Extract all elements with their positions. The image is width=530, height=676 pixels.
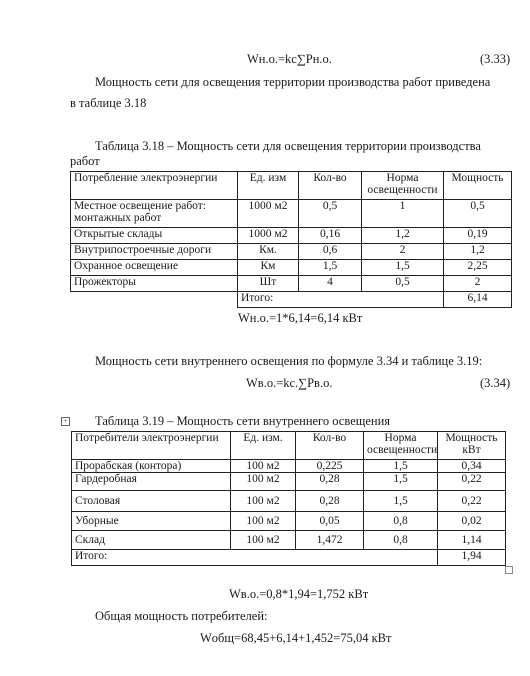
table-cell: 0,22 xyxy=(438,491,506,512)
empty-cell xyxy=(71,292,238,308)
total-label: Итого: xyxy=(238,292,444,308)
table-cell: 2 xyxy=(362,244,444,260)
paragraph-table-3-19-intro: Мощность сети внутреннего освещения по формуле 3.34 и таблице 3.19: xyxy=(95,354,483,368)
table-row xyxy=(71,200,512,228)
table-cell: 0,34 xyxy=(438,460,506,473)
table-cell: 4 xyxy=(299,276,362,292)
formula-3-33: Wн.о.=kс∑Рн.о. xyxy=(247,52,332,66)
table-cell: 1,5 xyxy=(362,260,444,276)
table-cell: 100 м2 xyxy=(231,512,296,531)
table-cell: 100 м2 xyxy=(231,473,296,491)
table-cell: 0,28 xyxy=(296,473,364,491)
table-cell: 0,16 xyxy=(299,228,362,244)
table-cell: 2,25 xyxy=(444,260,512,276)
formula-3-34-number: (3.34) xyxy=(480,376,511,390)
table-cell: 0,22 xyxy=(438,473,506,491)
table-row xyxy=(72,531,506,550)
table-total-row xyxy=(71,292,512,308)
table-cell: 1,5 xyxy=(364,491,438,512)
table-cell: 1,5 xyxy=(299,260,362,276)
table-cell: Столовая xyxy=(72,491,231,512)
table-cell: 100 м2 xyxy=(231,491,296,512)
table-cell: 1,2 xyxy=(444,244,512,260)
table-cell: Км xyxy=(238,260,299,276)
table-cell: 0,8 xyxy=(364,531,438,550)
table-cell: 0,225 xyxy=(296,460,364,473)
table-3-18-caption-line1: Таблица 3.18 – Мощность сети для освещения территории производства xyxy=(95,139,481,153)
formula-3-33-number: (3.33) xyxy=(480,52,511,66)
header-cell: Кол-во xyxy=(299,172,362,200)
table-cell: 0,28 xyxy=(296,491,364,512)
table-cell: 0,5 xyxy=(299,200,362,228)
table-cell: 1,14 xyxy=(438,531,506,550)
table-total-row xyxy=(72,550,506,566)
table-cell: 1 xyxy=(362,200,444,228)
table-cell: Уборные xyxy=(72,512,231,531)
table-cell: 0,5 xyxy=(362,276,444,292)
table-header-row xyxy=(72,432,506,460)
table-cell: 1,2 xyxy=(362,228,444,244)
header-cell: Ед. изм xyxy=(238,172,299,200)
table-cell: 100 м2 xyxy=(231,460,296,473)
table-resize-handle[interactable] xyxy=(505,566,513,574)
table-cell: Местное освещение работ: монтажных работ xyxy=(71,200,238,228)
table-cell: 1,472 xyxy=(296,531,364,550)
table-row xyxy=(72,473,506,491)
total-value: 1,94 xyxy=(438,550,506,566)
header-cell: Потребители электроэнергии xyxy=(72,432,231,460)
table-cell: Гардеробная xyxy=(72,473,231,491)
table-cell: 1,5 xyxy=(364,473,438,491)
table-row xyxy=(71,276,512,292)
formula-total-power: Wобщ=68,45+6,14+1,452=75,04 кВт xyxy=(200,631,392,645)
paragraph-total-power: Общая мощность потребителей: xyxy=(95,609,268,623)
header-cell: Мощность кВт xyxy=(438,432,506,460)
table-row xyxy=(71,260,512,276)
table-cell: Км. xyxy=(238,244,299,260)
total-label: Итого: xyxy=(72,550,438,566)
table-row xyxy=(71,244,512,260)
table-cell: 1000 м2 xyxy=(238,200,299,228)
table-cell: Охранное освещение xyxy=(71,260,238,276)
header-cell: Норма освещенности xyxy=(362,172,444,200)
formula-3-34: Wв.о.=kс.∑Рв.о. xyxy=(246,376,333,390)
table-3-18 xyxy=(70,171,512,308)
table-row xyxy=(72,460,506,473)
table-header-row xyxy=(71,172,512,200)
table-cell: 100 м2 xyxy=(231,531,296,550)
table-cell: Прорабская (контора) xyxy=(72,460,231,473)
table-row xyxy=(72,491,506,512)
formula-wvo-result: Wв.о.=0,8*1,94=1,752 кВт xyxy=(229,587,369,601)
paragraph-table-3-18-intro-line1: Мощность сети для освещения территории производства работ приведена xyxy=(95,75,491,89)
header-cell: Норма освещенности xyxy=(364,432,438,460)
table-cell: 0,8 xyxy=(364,512,438,531)
table-cell: Открытые склады xyxy=(71,228,238,244)
table-cell: 0,05 xyxy=(296,512,364,531)
paragraph-table-3-18-intro-line2: в таблице 3.18 xyxy=(70,96,147,110)
table-row xyxy=(71,228,512,244)
table-cell: Шт xyxy=(238,276,299,292)
table-cell: Склад xyxy=(72,531,231,550)
table-3-19-caption: Таблица 3.19 – Мощность сети внутреннего освещения xyxy=(95,414,391,428)
table-cell: Прожекторы xyxy=(71,276,238,292)
table-cell: 0,19 xyxy=(444,228,512,244)
table-cell: 0,02 xyxy=(438,512,506,531)
table-3-18-caption-line2: работ xyxy=(70,154,100,168)
table-cell: 0,5 xyxy=(444,200,512,228)
table-cell: Внутрипостроечные дороги xyxy=(71,244,238,260)
formula-wno-result: Wн.о.=1*6,14=6,14 кВт xyxy=(238,311,363,325)
table-cell: 1,5 xyxy=(364,460,438,473)
header-cell: Потребление электроэнергии xyxy=(71,172,238,200)
table-cell: 2 xyxy=(444,276,512,292)
table-row xyxy=(72,512,506,531)
header-cell: Кол-во xyxy=(296,432,364,460)
table-3-19 xyxy=(71,431,506,566)
header-cell: Мощность xyxy=(444,172,512,200)
table-cell: 0,6 xyxy=(299,244,362,260)
total-value: 6,14 xyxy=(444,292,512,308)
table-move-handle-icon[interactable]: + xyxy=(61,417,70,426)
table-cell: 1000 м2 xyxy=(238,228,299,244)
header-cell: Ед. изм. xyxy=(231,432,296,460)
